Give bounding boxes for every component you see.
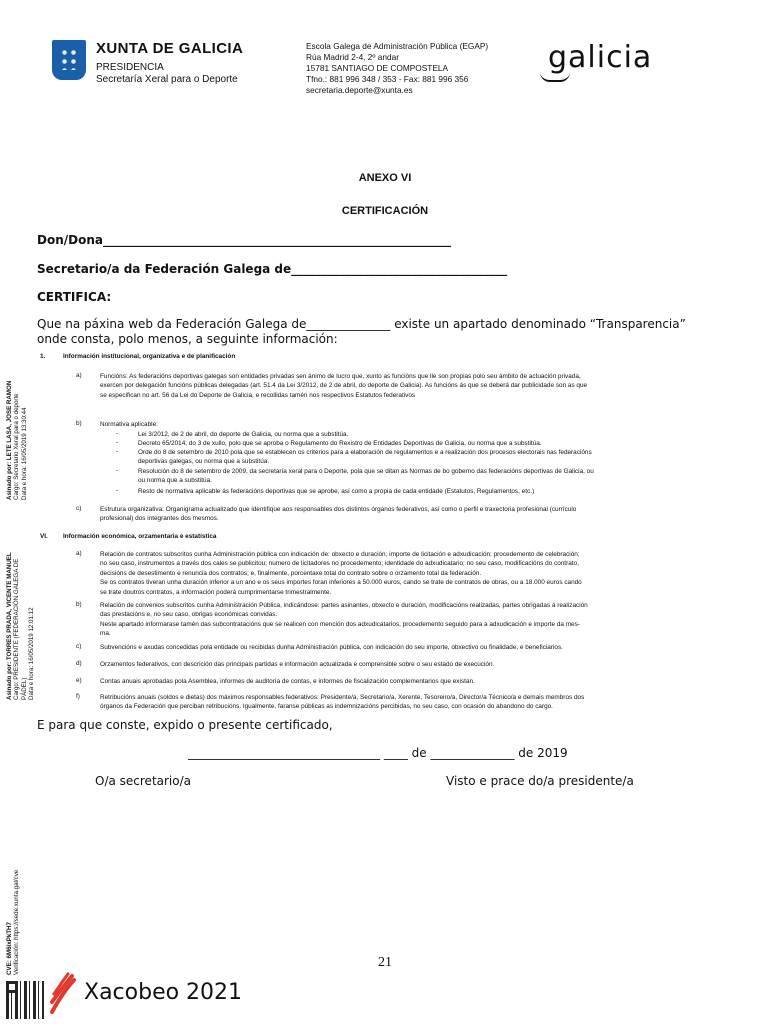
text-line: Relación de contratos subscritos cunha Administración pública con indicación de: obxecto e duración; importe de licitación e adxudicación; procedemento de celebración; bbox=[100, 551, 580, 558]
signature-president: Visto e prace do/a presidente/a bbox=[446, 774, 634, 788]
text-line: ma. bbox=[100, 630, 111, 638]
sig2-role: Cargo: PRESIDENTE (FEDERACIÓN GALEGA DE bbox=[13, 558, 21, 700]
item-letter: a) bbox=[76, 550, 82, 557]
section-title: Información económica, orzamentaria e estatística bbox=[63, 533, 217, 540]
item-text bbox=[100, 505, 695, 524]
certifica-heading: CERTIFICA: bbox=[37, 290, 112, 304]
page-number: 21 bbox=[378, 955, 392, 970]
annex-title: ANEXO VI bbox=[358, 172, 412, 184]
text-line: das prestacións e, no seu caso, obrigas económicas convidas. bbox=[100, 611, 278, 619]
item-heading: Normativa aplicable: bbox=[100, 421, 158, 428]
egap-email: secretaria.deporte@xunta.es bbox=[306, 85, 413, 95]
section-number: 1. bbox=[40, 353, 46, 360]
item-text bbox=[100, 693, 695, 712]
signature-secretary: O/a secretario/a bbox=[95, 774, 192, 788]
item-letter: c) bbox=[76, 643, 82, 650]
bullet-text bbox=[138, 467, 693, 486]
bullet-text: Resto de normativa aplicable ás federacións deportivas que se aprobe, así como a propia de cada entidade (Estatutos, Regulamentos, etc.) bbox=[138, 488, 535, 495]
egap-address bbox=[306, 41, 488, 96]
xunta-shield-logo bbox=[52, 40, 86, 80]
xunta-presidencia: PRESIDENCIA bbox=[96, 62, 164, 73]
signature-block-2 bbox=[6, 552, 36, 700]
text-line: se especifican no art. 56 da Lei do Deporte de Galicia, e recollidas tamén nos respectivos Estatutos federativos bbox=[100, 391, 416, 399]
sig1-date: Data e hora: 16/05/2019 13:30:44 bbox=[20, 407, 28, 500]
intro-line: Que na páxina web da Federación Galega de______________ existe un apartado denominado “Transparencia” bbox=[37, 317, 686, 331]
text-line: exercen por delegación funcións públicas delegadas (art. 51.4 da Lei 3/2012, de 2 de abril, do deporte de Galicia). As funcións ás que se deberá dar publicidade son as que bbox=[100, 382, 588, 390]
closing-text: E para que conste, expido o presente certificado, bbox=[37, 718, 333, 732]
xunta-secretaria: Secretaría Xeral para o Deporte bbox=[96, 74, 238, 85]
bullet-text: Decreto 65/2014, do 3 de xullo, polo que se aproba o Regulamento do Rexistro de Entidades Deportivas de Galicia, ou norma que a substitúa. bbox=[138, 440, 542, 447]
signature-block-1 bbox=[6, 381, 28, 500]
secretario-line: Secretario/a da Federación Galega de____________________________________ bbox=[37, 262, 508, 276]
bullet-dash: - bbox=[116, 430, 119, 437]
galicia-logo: galicia bbox=[548, 40, 653, 75]
don-dona-line: Don/Dona__________________________________________________________ bbox=[37, 233, 451, 247]
sig2-role-cont: PÁDEL) bbox=[20, 677, 28, 700]
cve-block bbox=[6, 870, 21, 975]
bullet-dash: - bbox=[116, 467, 119, 474]
item-letter: a) bbox=[76, 372, 82, 379]
bullet-text: Lei 3/2012, de 2 de abril, do deporte de Galicia, ou norma que a substitúa. bbox=[138, 431, 349, 438]
item-letter: b) bbox=[76, 420, 82, 427]
text-line: órganos da Federación que perciban retribucións. Igualmente, faranse públicas as indemnizacións percibidas, no seu caso, con ocasión do abandono do cargo. bbox=[100, 703, 553, 711]
egap-line: Rúa Madrid 2-4, 2º andar bbox=[306, 52, 399, 62]
text-line: no seu caso, instrumentos a través dos cales se publicitou; numero de licitadores no procedemento; identidade do adxudicatario; no seu caso, modificacións do contrato, bbox=[100, 560, 579, 568]
certification-title: CERTIFICACIÓN bbox=[341, 205, 429, 217]
intro-line: onde consta, polo menos, a seguinte información: bbox=[37, 332, 338, 346]
item-letter: b) bbox=[76, 601, 82, 608]
text-line: Relación de convenios subscritos cunha Administración Pública, indicándose: partes asinantes, obxecto e duración, modificacións realizadas, partes obrigadas á realización bbox=[100, 602, 588, 609]
xacobeo-shell-icon bbox=[50, 972, 76, 1016]
text-line: decisións de desestimento e renuncia dos contratos; e, finalmente, porcentaxe total do contrato sobre o orzamento total da federación. bbox=[100, 569, 482, 577]
item-text: Subvencións e axudas concedidas pola entidade ou recibidas dunha Administración pública, con indicación do seu importe, obxectivo ou finalidade, e beneficiarios. bbox=[100, 644, 563, 651]
sig2-date: Data e hora: 16/05/2019 12:01:12 bbox=[28, 607, 36, 700]
bullet-dash: - bbox=[116, 487, 119, 494]
egap-line: Tfno.: 881 996 348 / 353 - Fax: 881 996 356 bbox=[306, 74, 469, 84]
sig1-signer: Asinado por: LETE LASA, JOSE RAMON bbox=[6, 380, 13, 500]
item-text bbox=[100, 372, 695, 400]
xacobeo-logo-text: Xacobeo 2021 bbox=[84, 980, 243, 1005]
bullet-text bbox=[138, 448, 693, 467]
text-line: Retribucións anuais (soldos e dietas) dos máximos responsables federativos: Presidente/a, Secretario/a, Xerente, Tesoreiro/a, Director/a Técnico/a e demais membros dos bbox=[100, 694, 585, 701]
text-line: ou norma que a substitúa. bbox=[138, 477, 212, 485]
bullet-dash: - bbox=[116, 439, 119, 446]
item-letter: d) bbox=[76, 660, 82, 667]
qr-code bbox=[6, 981, 44, 1019]
cve-code: CVE: 6M6ixPkTH7 bbox=[6, 922, 13, 975]
sig2-signer: Asinado por: TORRES PRADA, VICENTE MANUEL bbox=[6, 552, 13, 700]
egap-line: 15781 SANTIAGO DE COMPOSTELA bbox=[306, 63, 449, 73]
galicia-logo-swoosh bbox=[540, 72, 570, 82]
item-letter: c) bbox=[76, 505, 82, 512]
section-title: Información institucional, organizativa e de planificación bbox=[63, 353, 236, 360]
item-letter: f) bbox=[76, 693, 80, 700]
text-line: Neste apartado informarase tamén das subcontratacións que se realicen con mención dos adxudicatarios, procedemento seguido para a adxudicación e importe da mes- bbox=[100, 620, 580, 628]
text-line: se trate doutros contratos, a información poderá cumprimentarse trimestralmente. bbox=[100, 588, 332, 596]
item-text: Contas anuais aprobadas pola Asemblea, informes de auditoría de contas, e informes de fiscalización complementarios que existan. bbox=[100, 678, 475, 685]
text-line: profesional) dos integrantes dos mesmos. bbox=[100, 515, 219, 523]
date-line: ________________________________ ____ de ______________ de 2019 bbox=[188, 746, 568, 760]
item-text: Orzamentos federativos, con descrición das principais partidas e información actualizada e comprensible sobre o seu estado de execución. bbox=[100, 661, 495, 668]
text-line: deportivas galegas, ou norma que a substitúa. bbox=[138, 458, 270, 466]
text-line: Orde do 8 de setembro de 2010 pola que se establecen os criterios para a elaboración de regulamentos e a realización dos procesos electorais nas federacións bbox=[138, 449, 592, 456]
cve-verification: Verificación: https://sede.xunta.gal/cve bbox=[13, 869, 21, 975]
item-letter: e) bbox=[76, 677, 82, 684]
text-line: Resolución do 8 de setembro de 2009, da secretaría xeral para o Deporte, pola que se ditan as Normas de bo goberno das federacións deportivas de Galicia, ou bbox=[138, 468, 594, 475]
xunta-title: XUNTA DE GALICIA bbox=[96, 40, 244, 57]
egap-line: Escola Galega de Administración Pública (EGAP) bbox=[306, 41, 489, 51]
sig1-role: Cargo: Secretario Xeral para o deporte bbox=[13, 393, 21, 500]
text-line: Se os contratos tiveran unha duración inferior a un ano e os seus importes foran inferiores a 50.000 euros, cando se trate de contratos de obras, ou a 18.000 euros cando bbox=[100, 579, 582, 587]
text-line: Estrutura organizativa: Organigrama actualizado que identifique aos responsables dos distintos órganos federativos, así como o perfil e traxectoria profesional (currículo bbox=[100, 506, 577, 513]
item-text bbox=[100, 550, 695, 597]
item-text bbox=[100, 601, 695, 639]
section-number: VI. bbox=[40, 533, 48, 540]
bullet-dash: - bbox=[116, 448, 119, 455]
text-line: Funcións: As federacións deportivas galegas son entidades privadas sen ánimo de lucro que, xunto as funcións que lle son propias polo seu ámbito de actuación privada, bbox=[100, 373, 581, 380]
